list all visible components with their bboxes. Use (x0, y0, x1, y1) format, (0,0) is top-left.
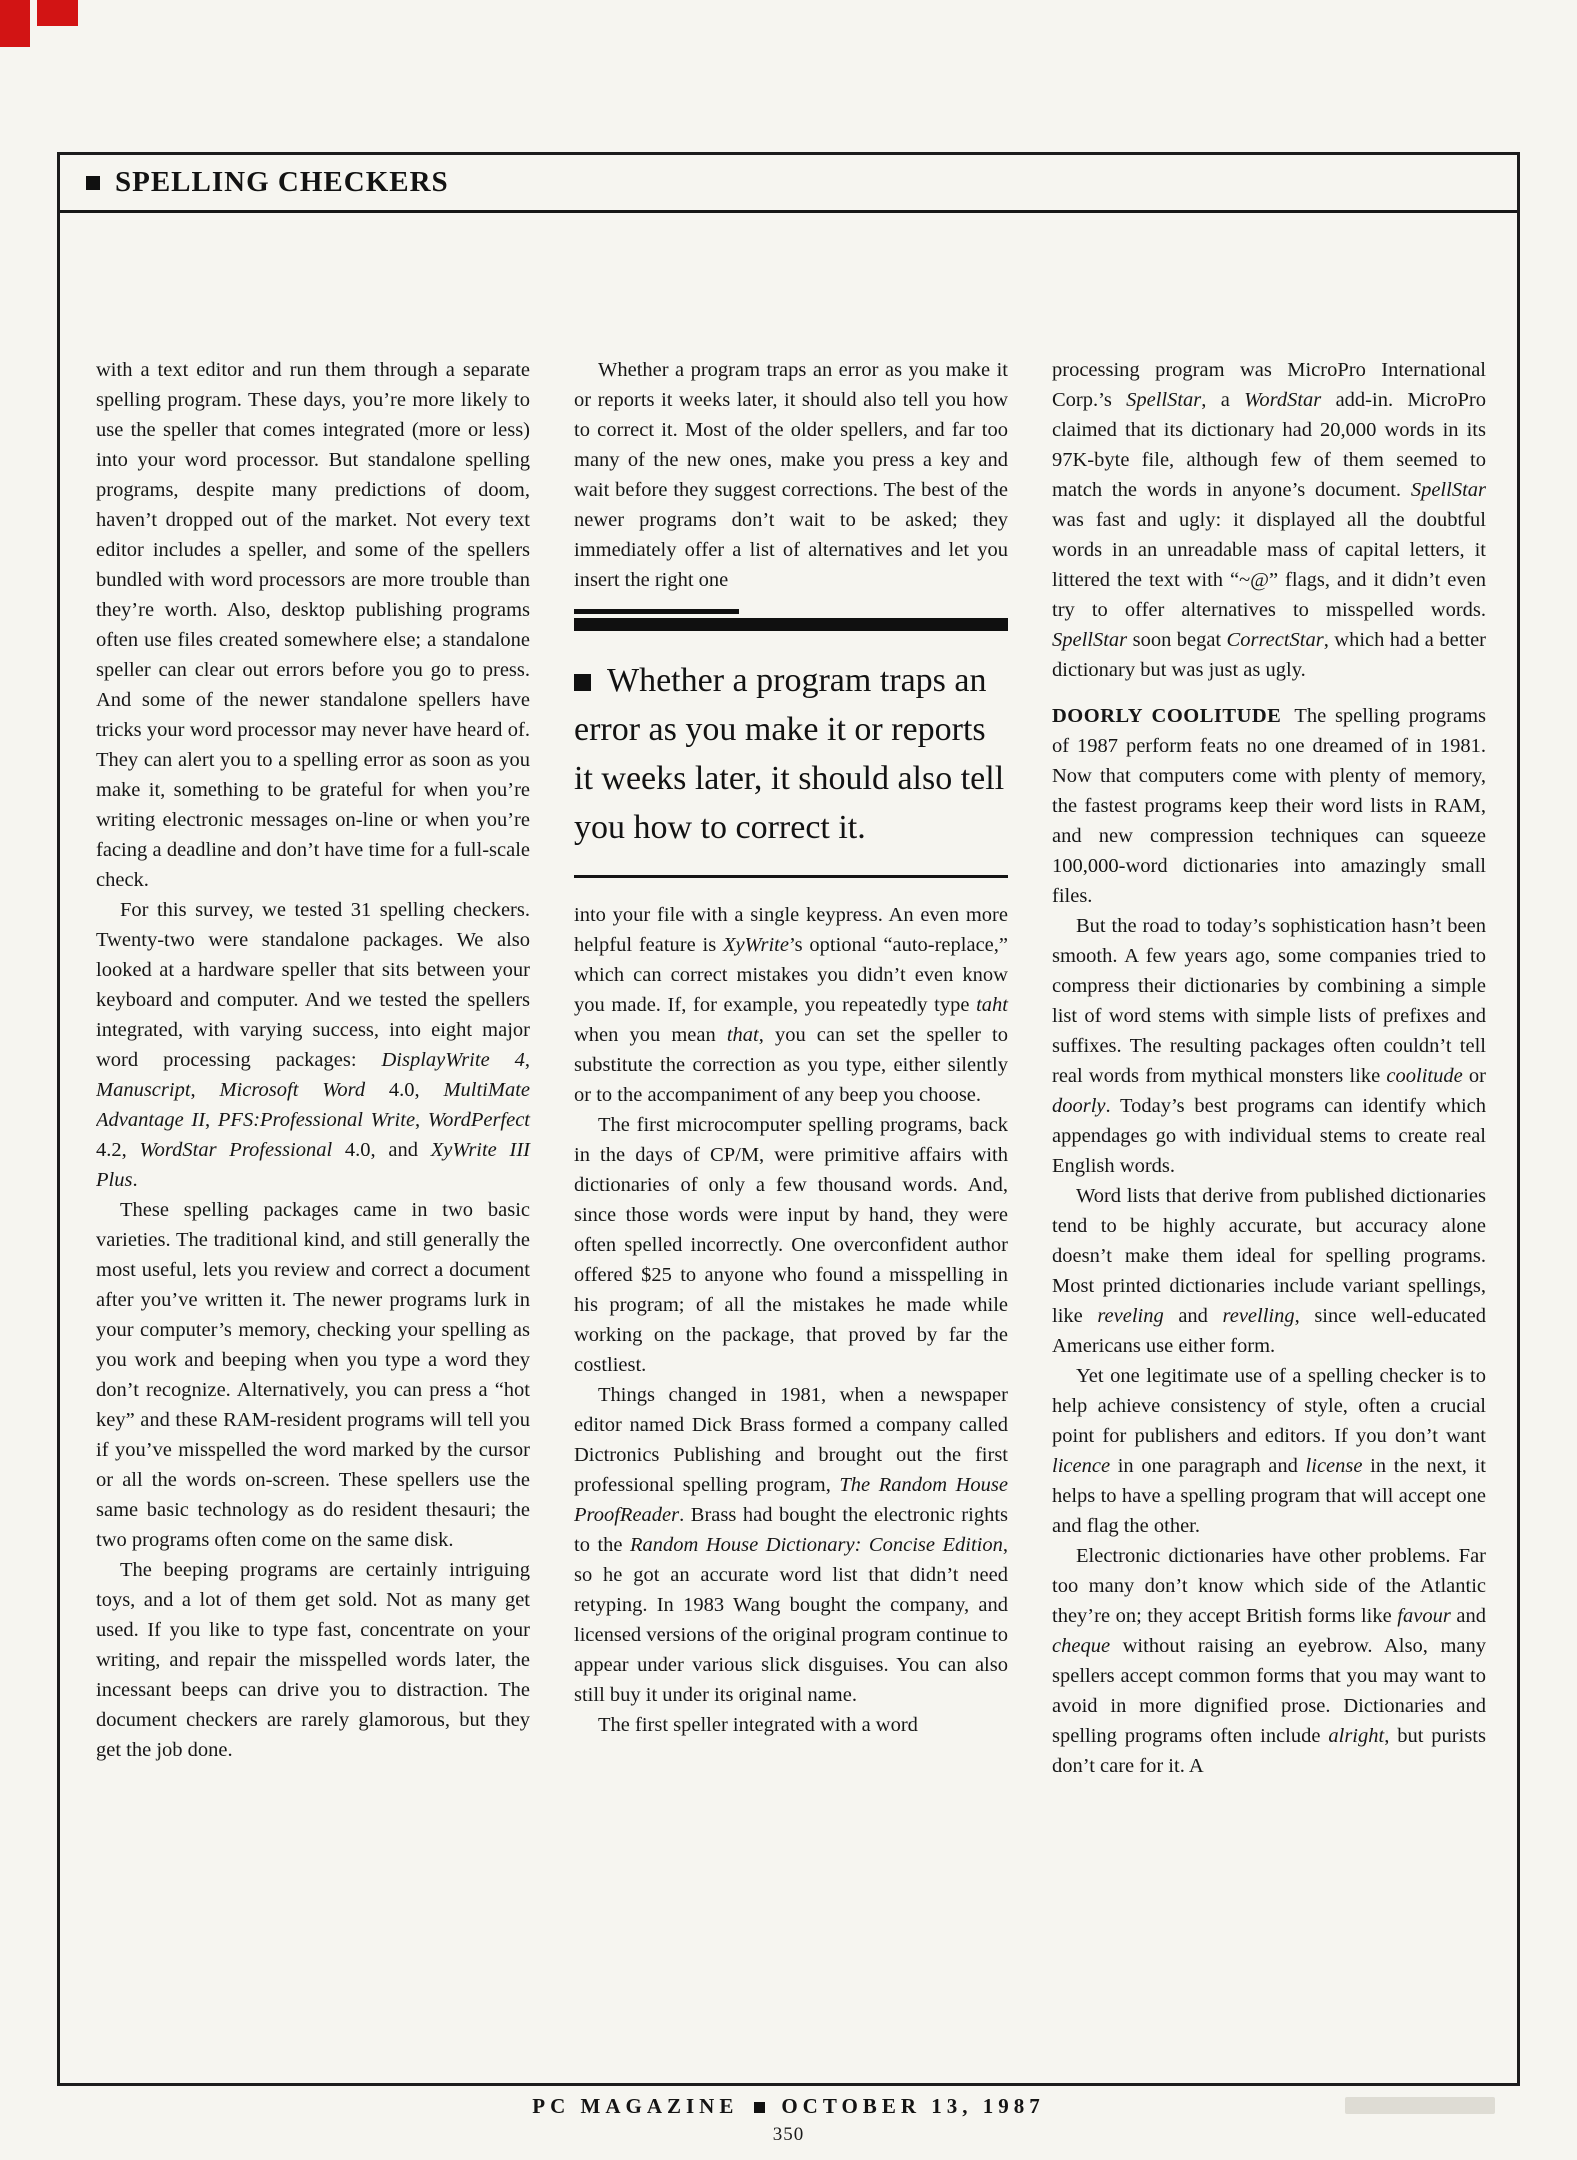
paragraph: into your file with a single keypress. An even more helpful feature is XyWrite’s optional “auto-replace,” which can correct mistakes you didn’t even know you made. If, for example, you repeatedly type taht when you mean that, you can set the speller to substitute the correction as you type, either silently or to the accompaniment of any beep you choose. (574, 904, 1009, 1106)
column-3 (1052, 355, 1486, 2077)
paragraph: The first speller integrated with a word (598, 1714, 918, 1736)
section-header (86, 166, 449, 199)
paragraph: But the road to today’s sophistication hasn’t been smooth. A few years ago, some companies tried to compress their dictionaries by combining a simple list of word stems with simple lists of prefixes and suffixes. The resulting packages often couldn’t tell real words from mythical monsters like coolitude or doorly. Today’s best programs can identify which appendages go with individual stems to create real English words. (1052, 915, 1487, 1177)
pull-quote (574, 609, 1008, 878)
article-columns (96, 355, 1488, 2077)
runin-heading: DOORLY COOLITUDE (1052, 705, 1282, 727)
pull-quote-bottom-rule (574, 875, 1008, 878)
paragraph: These spelling packages came in two basic varieties. The traditional kind, and still generally the most useful, lets you review and correct a document after you’ve written it. The newer programs lurk in your computer’s memory, checking your spelling as you work and beeping when you type a word they don’t recognize. Alternatively, you can press a “hot key” and these RAM-resident programs will tell you if you’ve misspelled the word marked by the cursor or all the words on-screen. These spellers use the same basic technology as do resident thesauri; the two programs often come on the same disk. (96, 1199, 530, 1551)
footer-bullet-icon (754, 2102, 765, 2113)
footer-line (0, 2094, 1577, 2119)
pull-quote-top-rule-fragment (574, 609, 739, 614)
paragraph: The beeping programs are certainly intriguing toys, and a lot of them get sold. Not as many get used. If you like to type fast, concentrate on your writing, and repair the misspelled words later, the incessant beeps can drive you to distraction. The document checkers are rarely glamorous, but they get the job done. (96, 1559, 530, 1761)
article-frame (57, 152, 1520, 2086)
pull-quote-top-rule (574, 618, 1008, 631)
paragraph-with-runin-heading (1052, 701, 1486, 911)
column-2 (574, 355, 1008, 2077)
magazine-name: PC MAGAZINE (532, 2094, 739, 2118)
paragraph: processing program was MicroPro International Corp.’s SpellStar, a WordStar add-in. MicroPro claimed that its dictionary had 20,000 words in its 97K-byte file, although few of them seemed to match the words in anyone’s document. SpellStar was fast and ugly: it displayed all the doubtful words in an unreadable mass of capital letters, it littered the text with “~@” flags, and it didn’t even try to offer alternatives to misspelled words. SpellStar soon begat CorrectStar, which had a better dictionary but was just as ugly. (1052, 359, 1486, 681)
paragraph: with a text editor and run them through a separate spelling program. These days, you’re more likely to use the speller that comes integrated (more or less) into your word processor. But standalone spelling programs, despite many predictions of doom, haven’t dropped out of the market. Not every text editor includes a speller, and some of the spellers bundled with word processors are more trouble than they’re worth. Also, desktop publishing programs often use files created somewhere else; a standalone speller can clear out errors before you go to press. And some of the newer standalone spellers have tricks your word processor may never have heard of. They can alert you to a spelling error as soon as you make it, something to be grateful for when you’re writing electronic messages on-line or when you’re facing a deadline and don’t have time for a full-scale check. (96, 359, 530, 891)
paragraph: The first microcomputer spelling programs, back in the days of CP/M, were primitive affairs with dictionaries of only a few thousand words. And, since those words were input by hand, they were often spelled incorrectly. One overconfident author offered $25 to anyone who found a misspelling in his program; of all the mistakes he made while working on the package, that proved by far the costliest. (574, 1114, 1008, 1376)
column-1 (96, 355, 530, 2077)
paragraph: For this survey, we tested 31 spelling checkers. Twenty-two were standalone packages. We also looked at a hardware speller that sits between your keyboard and computer. And we tested the spellers integrated, with varying success, into eight major word processing packages: DisplayWrite 4, Manuscript, Microsoft Word 4.0, MultiMate Advantage II, PFS:Professional Write, WordPerfect 4.2, WordStar Professional 4.0, and XyWrite III Plus. (96, 899, 531, 1191)
page-footer (0, 2094, 1577, 2146)
pull-quote-bullet-icon (574, 674, 591, 691)
scan-artifact-red (0, 0, 30, 47)
section-title: SPELLING CHECKERS (115, 166, 449, 198)
section-bullet-icon (86, 176, 100, 190)
paragraph: Whether a program traps an error as you make it or reports it weeks later, it should also tell you how to correct it. Most of the older spellers, and far too many of the new ones, make you press a key and wait before they suggest corrections. The best of the newer programs don’t wait to be asked; they immediately offer a list of alternatives and let you insert the right one (574, 359, 1008, 591)
paragraph: Yet one legitimate use of a spelling checker is to help achieve consistency of style, often a crucial point for publishers and editors. If you don’t want licence in one paragraph and license in the next, it helps to have a spelling program that will accept one and flag the other. (1052, 1365, 1486, 1537)
paragraph-text: The spelling programs of 1987 perform feats no one dreamed of in 1981. Now that computers come with plenty of memory, the fastest programs keep their word lists in RAM, and new compression techniques can squeeze 100,000-word dictionaries into amazingly small files. (1052, 705, 1486, 907)
pull-quote-body: Whether a program traps an error as you make it or reports it weeks later, it should also tell you how to correct it. (574, 662, 1005, 846)
paragraph: Word lists that derive from published dictionaries tend to be highly accurate, but accuracy alone doesn’t make them ideal for spelling programs. Most printed dictionaries include variant spellings, like reveling and revelling, since well-educated Americans use either form. (1052, 1185, 1486, 1357)
pull-quote-text (574, 656, 1008, 852)
page-number: 350 (772, 2124, 805, 2145)
paragraph: Things changed in 1981, when a newspaper editor named Dick Brass formed a company called Dictronics Publishing and brought out the first professional spelling program, The Random House ProofReader. Brass had bought the electronic rights to the Random House Dictionary: Concise Edition, so he got an accurate word list that didn’t need retyping. In 1983 Wang bought the company, and licensed versions of the original program continue to appear under various slick disguises. You can also still buy it under its original name. (574, 1384, 1008, 1706)
scan-artifact-red (37, 0, 78, 26)
paragraph: Electronic dictionaries have other problems. Far too many don’t know which side of the Atlantic they’re on; they accept British forms like favour and cheque without raising an eyebrow. Also, many spellers accept common forms that you may want to avoid in more dignified prose. Dictionaries and spelling programs often include alright, but purists don’t care for it. A (1052, 1545, 1486, 1777)
issue-date: OCTOBER 13, 1987 (781, 2094, 1045, 2118)
header-rule (60, 210, 1517, 213)
